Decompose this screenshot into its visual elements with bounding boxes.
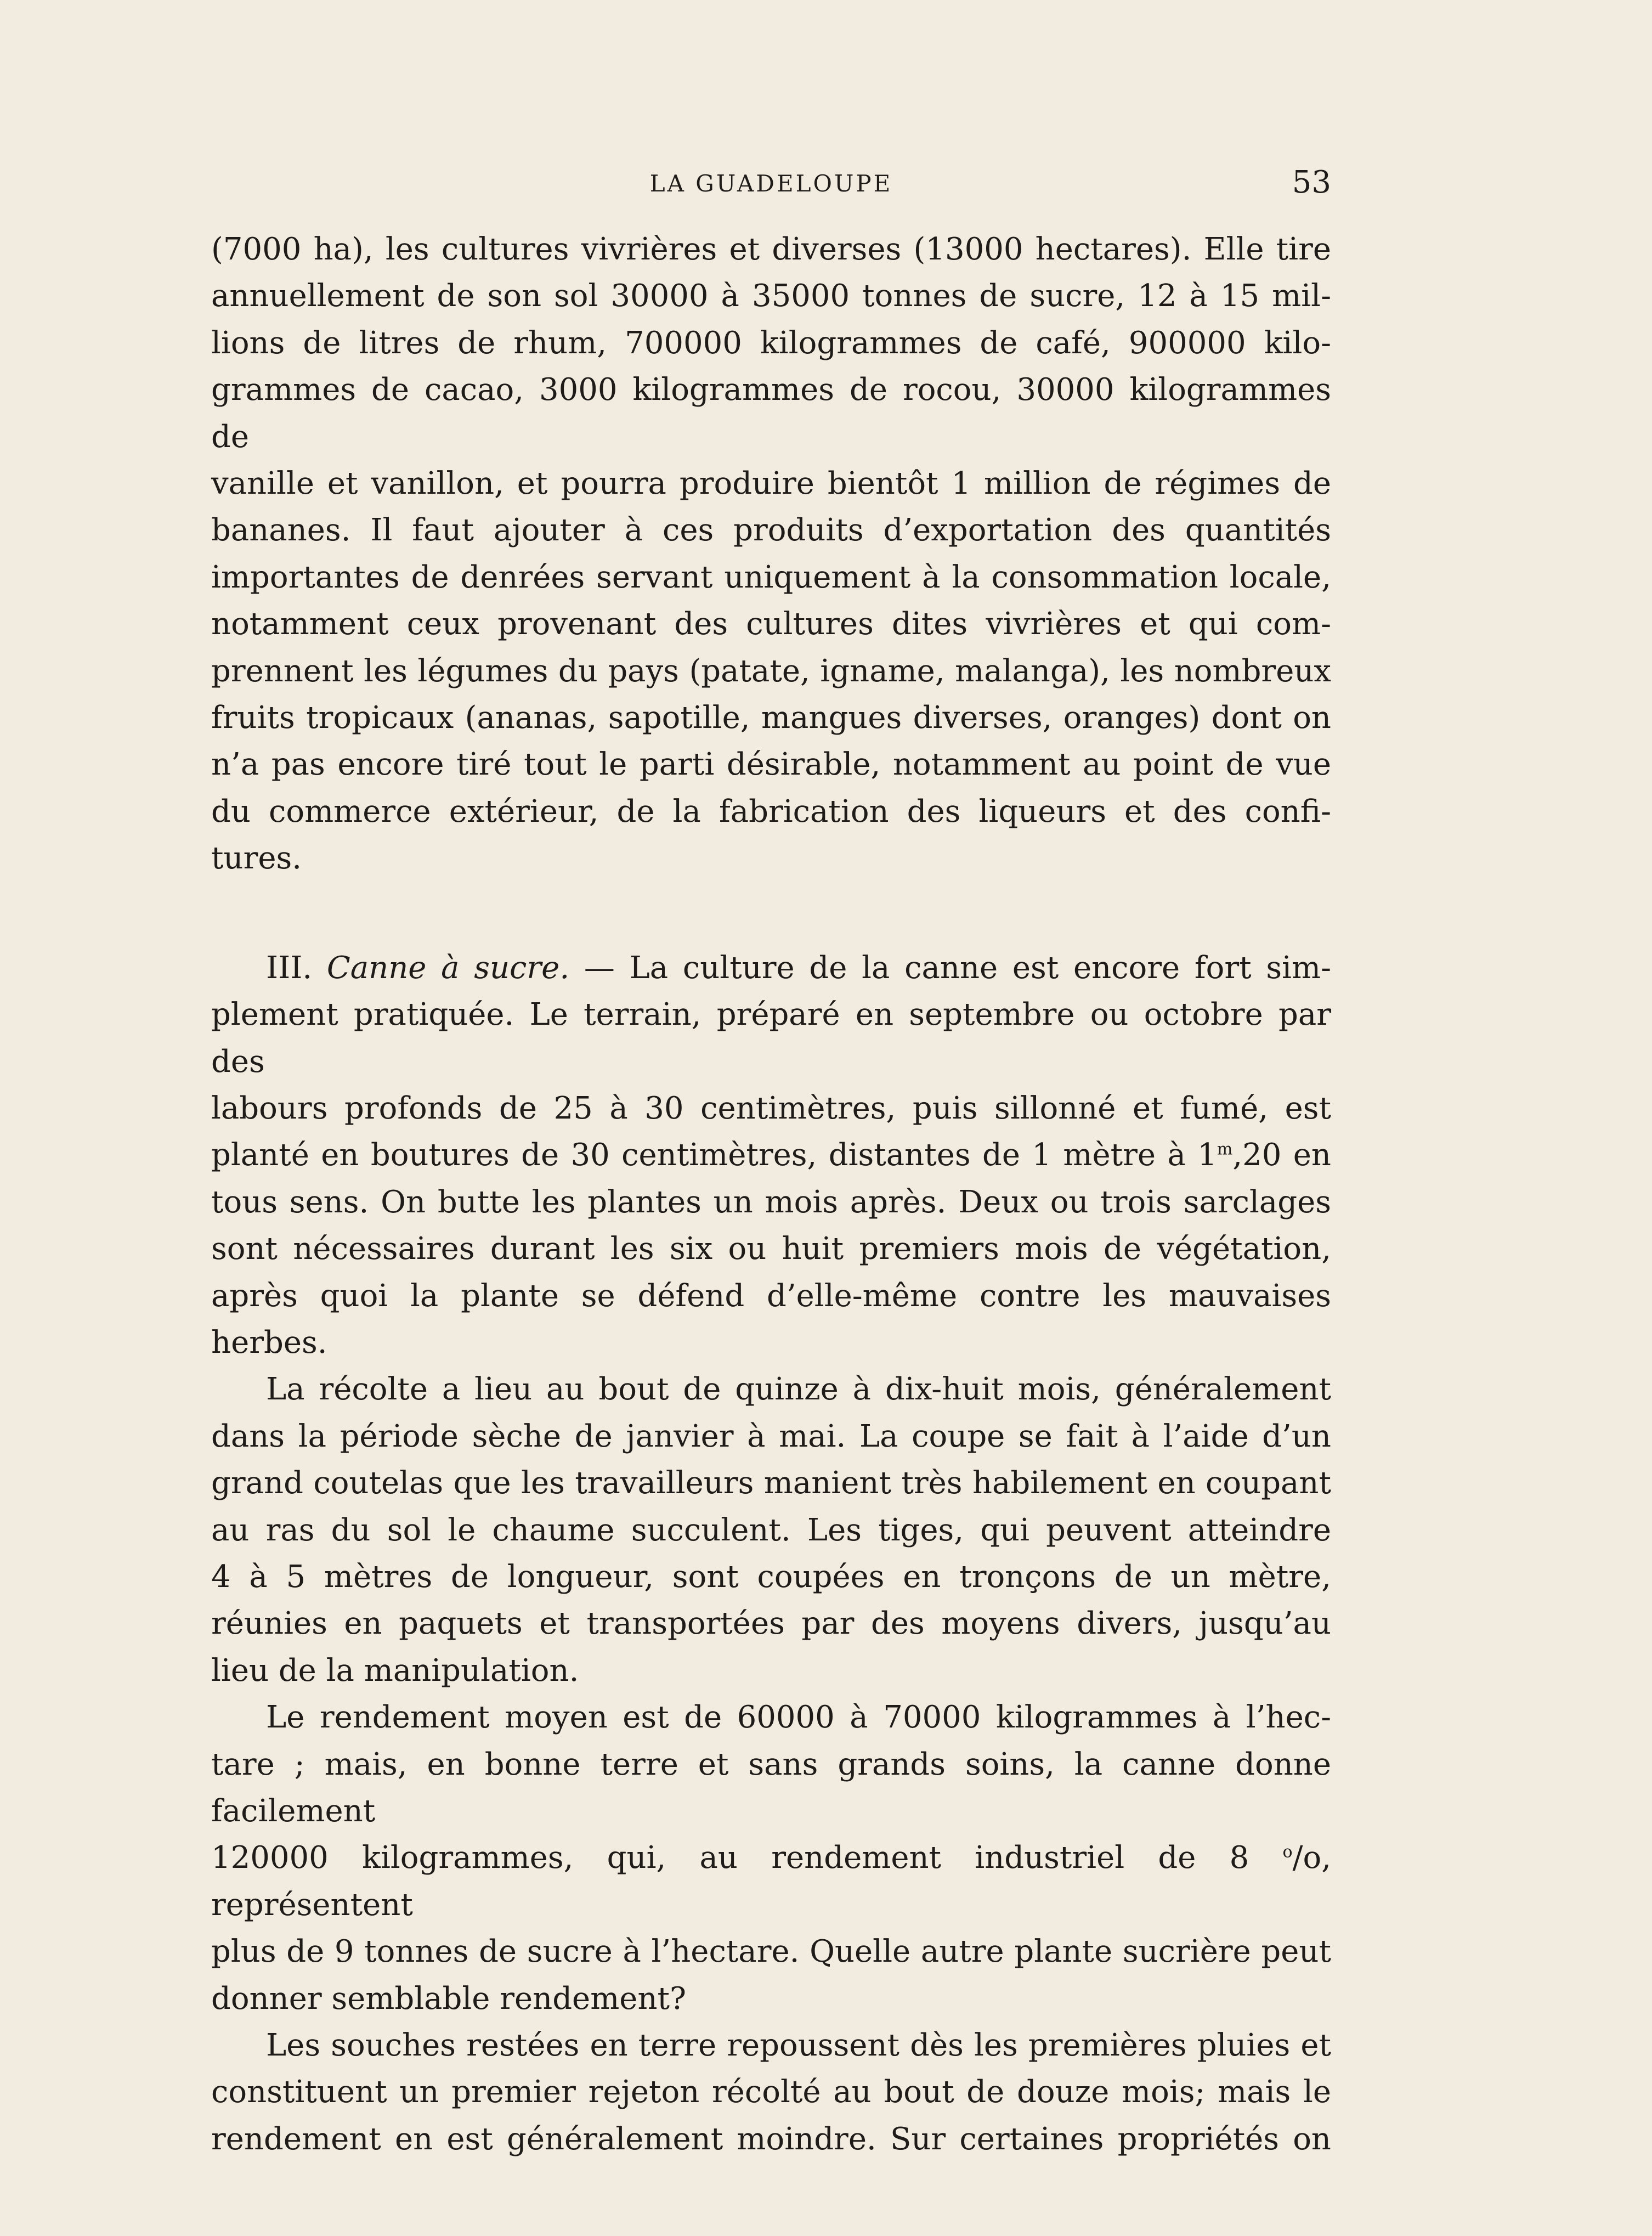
running-head	[211, 165, 1331, 208]
text-line: tare ; mais, en bonne terre et sans grands soins, la canne donne facilement	[211, 1746, 1331, 1829]
text-line: grammes de cacao, 3000 kilogrammes de rocou, 30000 kilogrammes de	[211, 372, 1331, 455]
section-first-line-rest: — La culture de la canne est encore fort sim-	[569, 950, 1331, 986]
measure-text: planté en boutures de 30 centimètres, distantes de 1 mètre à 1	[211, 1137, 1217, 1173]
measure-text-end: ,20 en	[1232, 1137, 1331, 1173]
section-heading-line	[211, 945, 1331, 991]
text-line: du commerce extérieur, de la fabrication des liqueurs et des confi-	[211, 793, 1331, 829]
text-line: vanille et vanillon, et pourra produire bientôt 1 million de régimes de	[211, 466, 1331, 502]
text-line: réunies en paquets et transportées par des moyens divers, jusqu’au	[211, 1606, 1331, 1642]
text-line: plement pratiquée. Le terrain, préparé en septembre ou octobre par des	[211, 997, 1331, 1080]
text-line: constituent un premier rejeton récolté au bout de douze mois; mais le	[211, 2074, 1331, 2110]
section-spacer	[211, 882, 1331, 945]
text-line: annuellement de son sol 30000 à 35000 tonnes de sucre, 12 à 15 mil-	[211, 278, 1331, 314]
text-line: tous sens. On butte les plantes un mois après. Deux ou trois sarclages	[211, 1184, 1331, 1220]
text-line: lions de litres de rhum, 700000 kilogrammes de café, 900000 kilo-	[211, 325, 1331, 361]
text-line: Le rendement moyen est de 60000 à 70000 kilogrammes à l’hec-	[266, 1699, 1331, 1736]
text-line: labours profonds de 25 à 30 centimètres, puis sillonné et fumé, est	[211, 1090, 1331, 1126]
text-line	[211, 1132, 1331, 1178]
percent-text: 120000 kilogrammes, qui, au rendement industriel de 8	[211, 1840, 1283, 1876]
percent-superscript: o	[1282, 1842, 1293, 1862]
text-line: Les souches restées en terre repoussent dès les premières pluies et	[266, 2028, 1331, 2064]
text-line-last: herbes.	[211, 1324, 327, 1360]
text-line-last: donner semblable rendement?	[211, 1980, 687, 2017]
text-line: rendement en est généralement moindre. Sur certaines propriétés on	[211, 2121, 1331, 2157]
page-body	[211, 226, 1331, 2162]
text-line: au ras du sol le chaume succulent. Les tiges, qui peuvent atteindre	[211, 1512, 1331, 1548]
text-line-last: lieu de la manipulation.	[211, 1652, 579, 1689]
text-line: fruits tropicaux (ananas, sapotille, mangues diverses, oranges) dont on	[211, 700, 1331, 736]
text-line: La récolte a lieu au bout de quinze à dix-huit mois, généralement	[266, 1371, 1331, 1408]
text-line: (7000 ha), les cultures vivrières et diverses (13000 hectares). Elle tire	[211, 231, 1331, 267]
running-title: LA GUADELOUPE	[649, 170, 893, 197]
text-line: sont nécessaires durant les six ou huit premiers mois de végétation,	[211, 1231, 1331, 1267]
measure-superscript: m	[1217, 1139, 1233, 1159]
percent-text-end: /o, représentent	[211, 1840, 1331, 1923]
text-line: grand coutelas que les travailleurs manient très habilement en coupant	[211, 1465, 1331, 1501]
text-line: 4 à 5 mètres de longueur, sont coupées en tronçons de un mètre,	[211, 1559, 1331, 1595]
paragraph-souches	[211, 2022, 1331, 2162]
text-line	[211, 1834, 1331, 1928]
text-line: prennent les légumes du pays (patate, igname, malanga), les nombreux	[211, 653, 1331, 689]
text-line: après quoi la plante se défend d’elle-même contre les mauvaises	[211, 1278, 1331, 1314]
paragraph-canne-a-sucre	[211, 945, 1331, 1367]
paragraph-exports	[211, 226, 1331, 882]
text-line: dans la période sèche de janvier à mai. La coupe se fait à l’aide d’un	[211, 1418, 1331, 1454]
section-number: III.	[266, 950, 313, 986]
paragraph-recolte	[211, 1366, 1331, 1694]
text-line: bananes. Il faut ajouter à ces produits d’exportation des quantités	[211, 512, 1331, 549]
paragraph-rendement	[211, 1694, 1331, 2022]
text-line: importantes de denrées servant uniquement à la consommation locale,	[211, 559, 1331, 595]
text-line-last: tures.	[211, 840, 302, 877]
page-number: 53	[1292, 165, 1331, 200]
text-line: notamment ceux provenant des cultures dites vivrières et qui com-	[211, 606, 1331, 642]
section-title: Canne à sucre.	[326, 950, 570, 986]
text-line: plus de 9 tonnes de sucre à l’hectare. Quelle autre plante sucrière peut	[211, 1934, 1331, 1970]
text-line: n’a pas encore tiré tout le parti désirable, notamment au point de vue	[211, 747, 1331, 783]
